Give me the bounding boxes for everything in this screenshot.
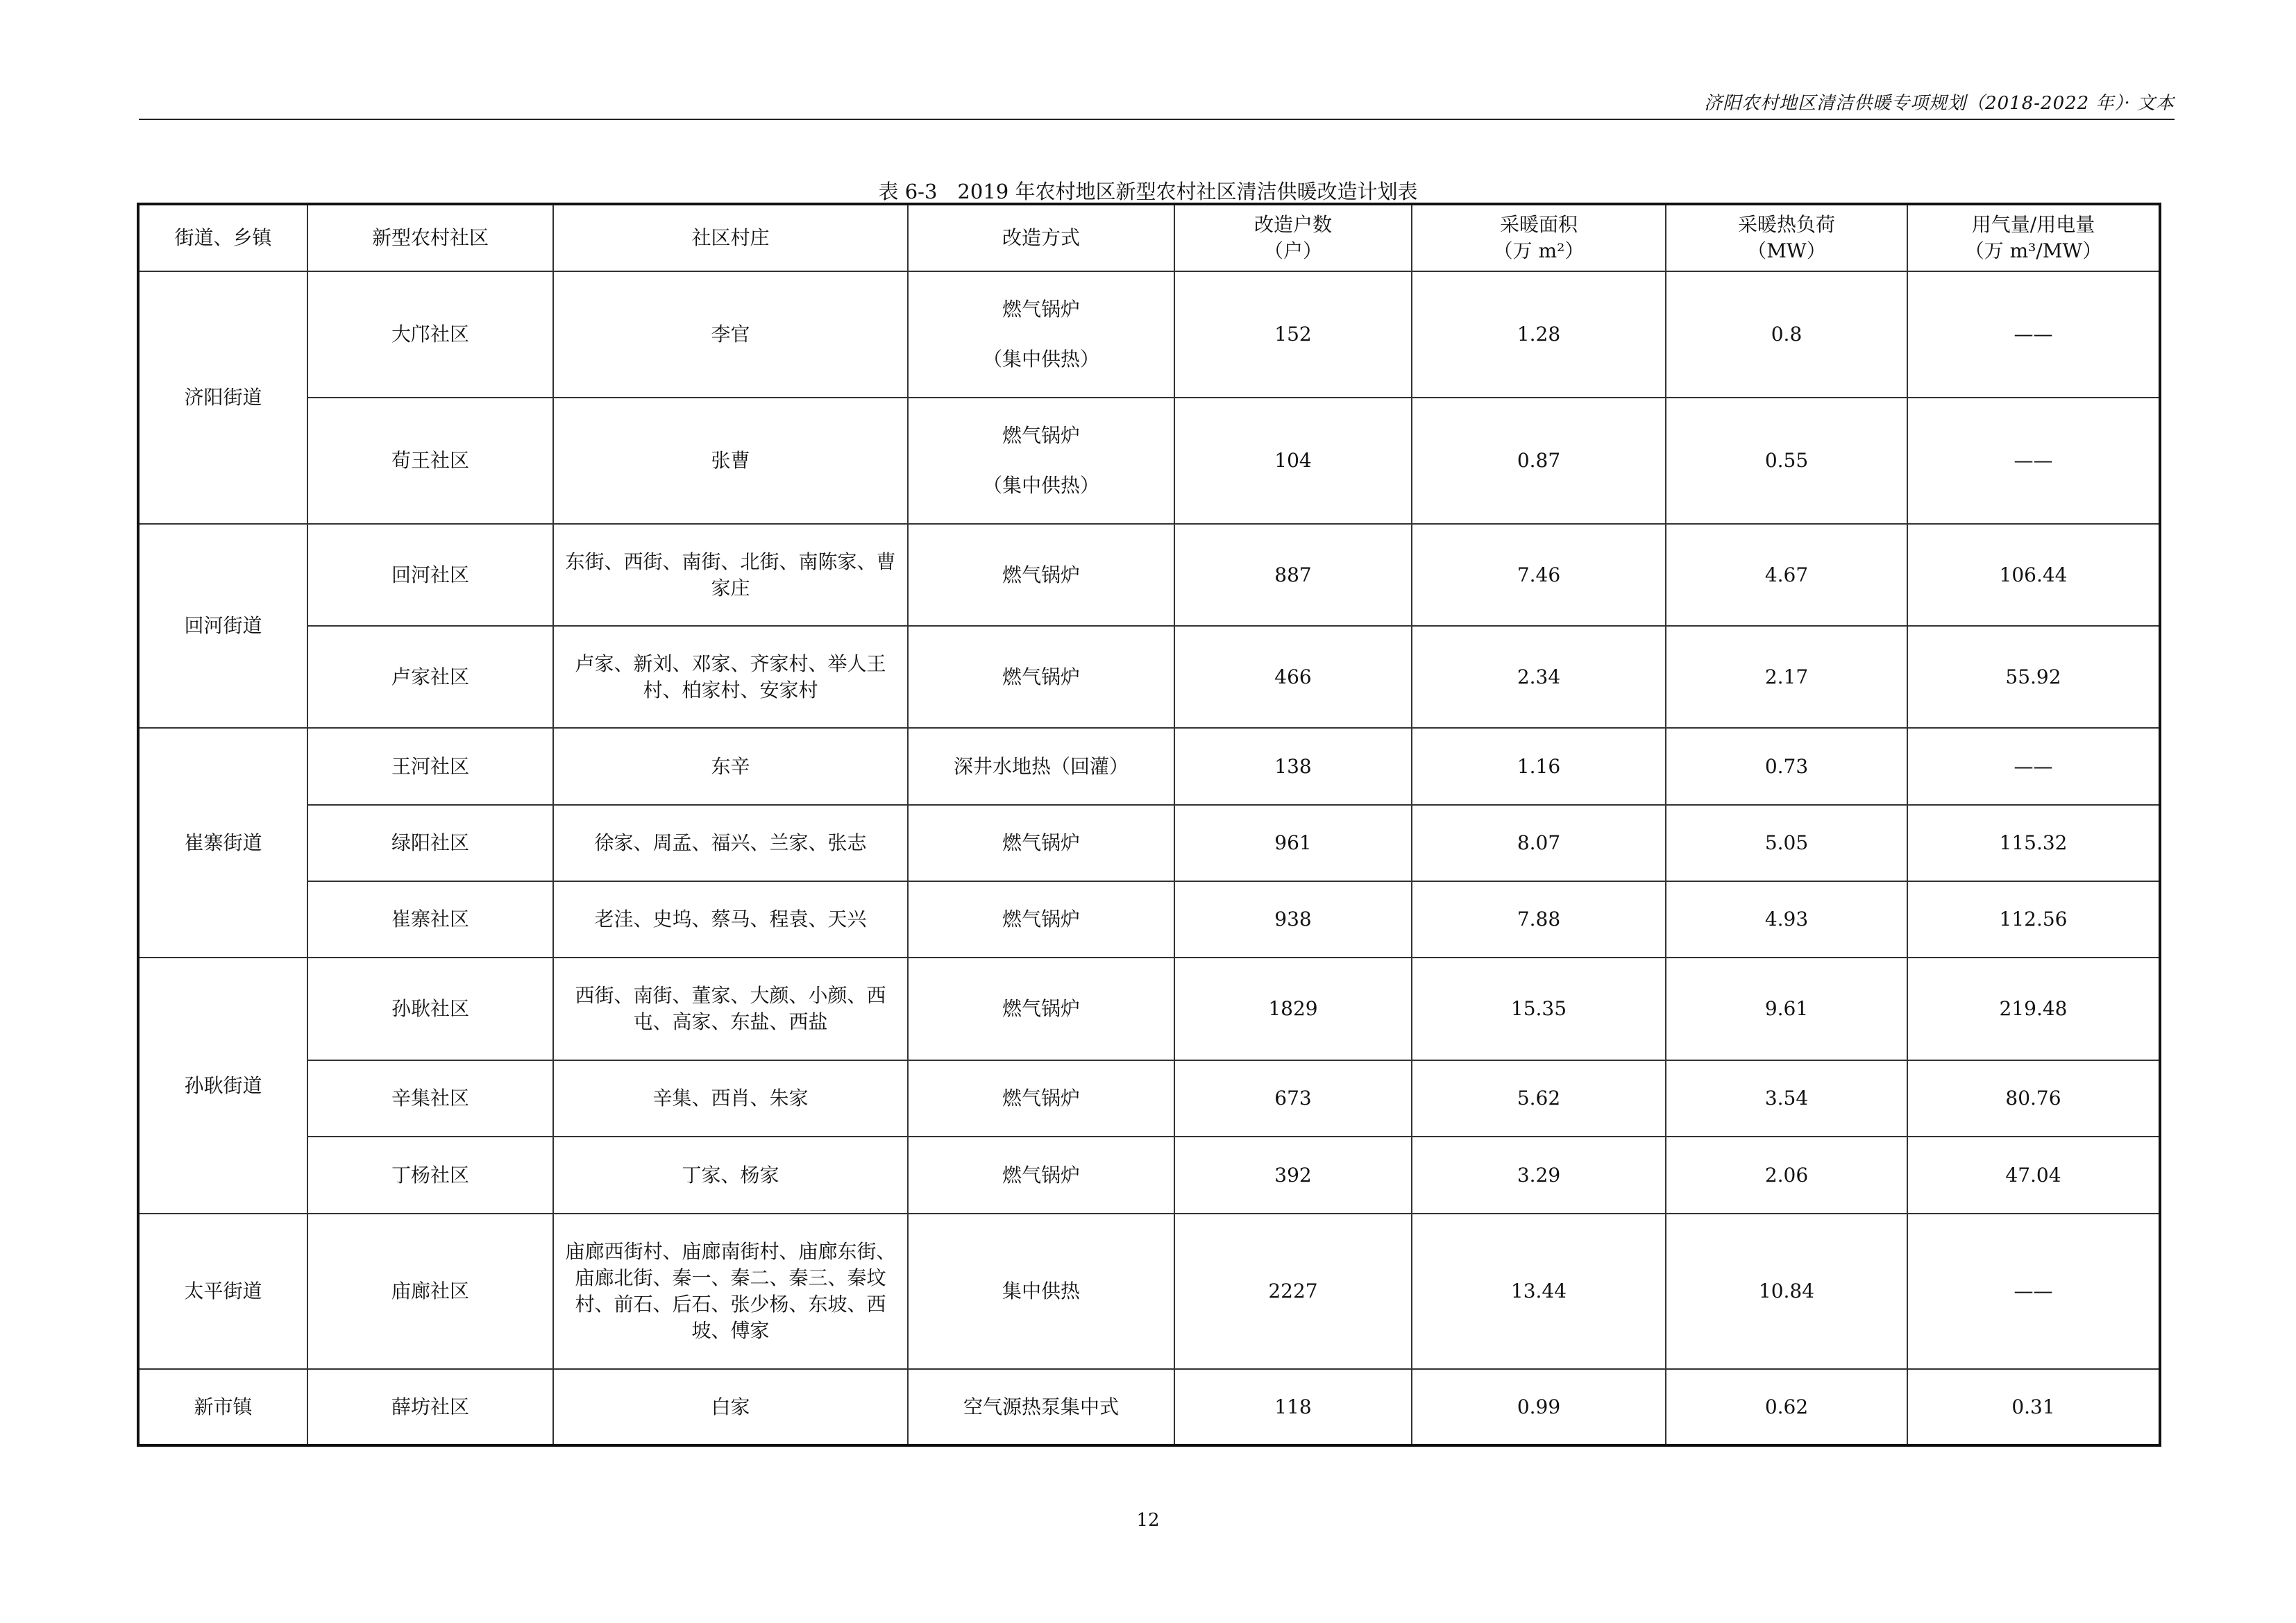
villages-cell: 老洼、史坞、蔡马、程袁、天兴 bbox=[553, 881, 908, 958]
street-cell: 回河街道 bbox=[138, 524, 307, 728]
area-cell: 2.34 bbox=[1412, 626, 1666, 728]
area-cell: 1.28 bbox=[1412, 271, 1666, 398]
villages-cell: 西街、南街、董家、大颜、小颜、西屯、高家、东盐、西盐 bbox=[553, 958, 908, 1060]
col-header-consumption-label: 用气量/用电量 bbox=[1971, 213, 2095, 236]
community-cell: 绿阳社区 bbox=[307, 805, 553, 881]
method-cell: 燃气锅炉 bbox=[908, 626, 1174, 728]
method-cell: 燃气锅炉 bbox=[908, 881, 1174, 958]
col-header-street: 街道、乡镇 bbox=[138, 204, 307, 271]
method-cell bbox=[908, 271, 1174, 398]
table-row bbox=[138, 881, 2160, 958]
load-cell: 2.17 bbox=[1666, 626, 1907, 728]
consumption-cell: 106.44 bbox=[1907, 524, 2160, 626]
area-cell: 1.16 bbox=[1412, 728, 1666, 805]
community-cell: 薛坊社区 bbox=[307, 1369, 553, 1445]
villages-cell: 李官 bbox=[553, 271, 908, 398]
load-cell: 0.8 bbox=[1666, 271, 1907, 398]
consumption-cell: 47.04 bbox=[1907, 1137, 2160, 1214]
method-cell: 深井水地热（回灌） bbox=[908, 728, 1174, 805]
load-cell: 4.67 bbox=[1666, 524, 1907, 626]
households-cell: 118 bbox=[1174, 1369, 1412, 1445]
community-cell: 辛集社区 bbox=[307, 1060, 553, 1137]
consumption-cell: 115.32 bbox=[1907, 805, 2160, 881]
households-cell: 104 bbox=[1174, 398, 1412, 524]
table-header-row bbox=[138, 204, 2160, 271]
method-note: （集中供热） bbox=[982, 474, 1099, 497]
col-header-villages: 社区村庄 bbox=[553, 204, 908, 271]
col-header-load bbox=[1666, 204, 1907, 271]
community-cell: 王河社区 bbox=[307, 728, 553, 805]
community-cell: 回河社区 bbox=[307, 524, 553, 626]
col-header-consumption-unit: （万 m³/MW） bbox=[1964, 239, 2102, 262]
table-row bbox=[138, 1060, 2160, 1137]
method-label: 燃气锅炉 bbox=[1002, 298, 1080, 321]
community-cell: 孙耿社区 bbox=[307, 958, 553, 1060]
villages-cell: 白家 bbox=[553, 1369, 908, 1445]
col-header-load-unit: （MW） bbox=[1747, 239, 1826, 262]
community-cell: 庙廊社区 bbox=[307, 1214, 553, 1369]
method-cell: 燃气锅炉 bbox=[908, 1060, 1174, 1137]
col-header-area bbox=[1412, 204, 1666, 271]
villages-cell: 徐家、周孟、福兴、兰家、张志 bbox=[553, 805, 908, 881]
consumption-cell: 112.56 bbox=[1907, 881, 2160, 958]
villages-cell: 东街、西街、南街、北街、南陈家、曹家庄 bbox=[553, 524, 908, 626]
villages-cell: 东辛 bbox=[553, 728, 908, 805]
running-header: 济阳农村地区清洁供暖专项规划（2018-2022 年）· 文本 bbox=[1704, 93, 2175, 114]
col-header-community: 新型农村社区 bbox=[307, 204, 553, 271]
consumption-cell: 55.92 bbox=[1907, 626, 2160, 728]
area-cell: 7.88 bbox=[1412, 881, 1666, 958]
consumption-cell: —— bbox=[1907, 728, 2160, 805]
table-row bbox=[138, 1214, 2160, 1369]
villages-cell: 辛集、西肖、朱家 bbox=[553, 1060, 908, 1137]
area-cell: 5.62 bbox=[1412, 1060, 1666, 1137]
table-row bbox=[138, 524, 2160, 626]
table-row bbox=[138, 958, 2160, 1060]
households-cell: 138 bbox=[1174, 728, 1412, 805]
table-title: 表 6-3 2019 年农村地区新型农村社区清洁供暖改造计划表 bbox=[878, 180, 1418, 203]
consumption-cell: —— bbox=[1907, 1214, 2160, 1369]
households-cell: 392 bbox=[1174, 1137, 1412, 1214]
col-header-households-unit: （户） bbox=[1263, 239, 1322, 262]
plan-table bbox=[137, 203, 2161, 1447]
street-cell: 济阳街道 bbox=[138, 271, 307, 524]
method-note: （集中供热） bbox=[982, 348, 1099, 371]
method-cell: 空气源热泵集中式 bbox=[908, 1369, 1174, 1445]
page-number: 12 bbox=[1136, 1510, 1160, 1531]
col-header-area-label: 采暖面积 bbox=[1499, 213, 1578, 236]
method-cell: 燃气锅炉 bbox=[908, 805, 1174, 881]
table-row bbox=[138, 805, 2160, 881]
load-cell: 0.62 bbox=[1666, 1369, 1907, 1445]
col-header-load-label: 采暖热负荷 bbox=[1737, 213, 1835, 236]
table-row bbox=[138, 271, 2160, 398]
villages-cell: 张曹 bbox=[553, 398, 908, 524]
area-cell: 0.99 bbox=[1412, 1369, 1666, 1445]
street-cell: 新市镇 bbox=[138, 1369, 307, 1445]
villages-cell: 卢家、新刘、邓家、齐家村、举人王村、柏家村、安家村 bbox=[553, 626, 908, 728]
households-cell: 673 bbox=[1174, 1060, 1412, 1137]
households-cell: 466 bbox=[1174, 626, 1412, 728]
area-cell: 3.29 bbox=[1412, 1137, 1666, 1214]
area-cell: 0.87 bbox=[1412, 398, 1666, 524]
load-cell: 0.73 bbox=[1666, 728, 1907, 805]
consumption-cell: —— bbox=[1907, 271, 2160, 398]
table-row bbox=[138, 398, 2160, 524]
consumption-cell: 219.48 bbox=[1907, 958, 2160, 1060]
method-cell: 燃气锅炉 bbox=[908, 524, 1174, 626]
households-cell: 2227 bbox=[1174, 1214, 1412, 1369]
load-cell: 3.54 bbox=[1666, 1060, 1907, 1137]
col-header-area-unit: （万 m²） bbox=[1493, 239, 1585, 262]
load-cell: 0.55 bbox=[1666, 398, 1907, 524]
load-cell: 4.93 bbox=[1666, 881, 1907, 958]
load-cell: 9.61 bbox=[1666, 958, 1907, 1060]
consumption-cell: 0.31 bbox=[1907, 1369, 2160, 1445]
method-cell: 集中供热 bbox=[908, 1214, 1174, 1369]
villages-cell: 庙廊西街村、庙廊南街村、庙廊东街、庙廊北街、秦一、秦二、秦三、秦坟村、前石、后石、张少杨、东坡、西坡、傅家 bbox=[553, 1214, 908, 1369]
street-cell: 崔寨街道 bbox=[138, 728, 307, 958]
community-cell: 卢家社区 bbox=[307, 626, 553, 728]
method-cell bbox=[908, 398, 1174, 524]
households-cell: 961 bbox=[1174, 805, 1412, 881]
area-cell: 8.07 bbox=[1412, 805, 1666, 881]
community-cell: 丁杨社区 bbox=[307, 1137, 553, 1214]
area-cell: 7.46 bbox=[1412, 524, 1666, 626]
street-cell: 孙耿街道 bbox=[138, 958, 307, 1214]
community-cell: 崔寨社区 bbox=[307, 881, 553, 958]
header-divider bbox=[139, 119, 2175, 120]
method-cell: 燃气锅炉 bbox=[908, 958, 1174, 1060]
col-header-method: 改造方式 bbox=[908, 204, 1174, 271]
community-cell: 荀王社区 bbox=[307, 398, 553, 524]
street-cell: 太平街道 bbox=[138, 1214, 307, 1369]
method-cell: 燃气锅炉 bbox=[908, 1137, 1174, 1214]
households-cell: 887 bbox=[1174, 524, 1412, 626]
table-row bbox=[138, 626, 2160, 728]
households-cell: 152 bbox=[1174, 271, 1412, 398]
households-cell: 1829 bbox=[1174, 958, 1412, 1060]
area-cell: 15.35 bbox=[1412, 958, 1666, 1060]
consumption-cell: —— bbox=[1907, 398, 2160, 524]
table-row bbox=[138, 1369, 2160, 1445]
area-cell: 13.44 bbox=[1412, 1214, 1666, 1369]
consumption-cell: 80.76 bbox=[1907, 1060, 2160, 1137]
method-label: 燃气锅炉 bbox=[1002, 424, 1080, 447]
col-header-households-label: 改造户数 bbox=[1253, 213, 1332, 236]
villages-cell: 丁家、杨家 bbox=[553, 1137, 908, 1214]
table-row bbox=[138, 728, 2160, 805]
households-cell: 938 bbox=[1174, 881, 1412, 958]
col-header-consumption bbox=[1907, 204, 2160, 271]
col-header-households bbox=[1174, 204, 1412, 271]
table-row bbox=[138, 1137, 2160, 1214]
load-cell: 2.06 bbox=[1666, 1137, 1907, 1214]
community-cell: 大邝社区 bbox=[307, 271, 553, 398]
load-cell: 5.05 bbox=[1666, 805, 1907, 881]
load-cell: 10.84 bbox=[1666, 1214, 1907, 1369]
